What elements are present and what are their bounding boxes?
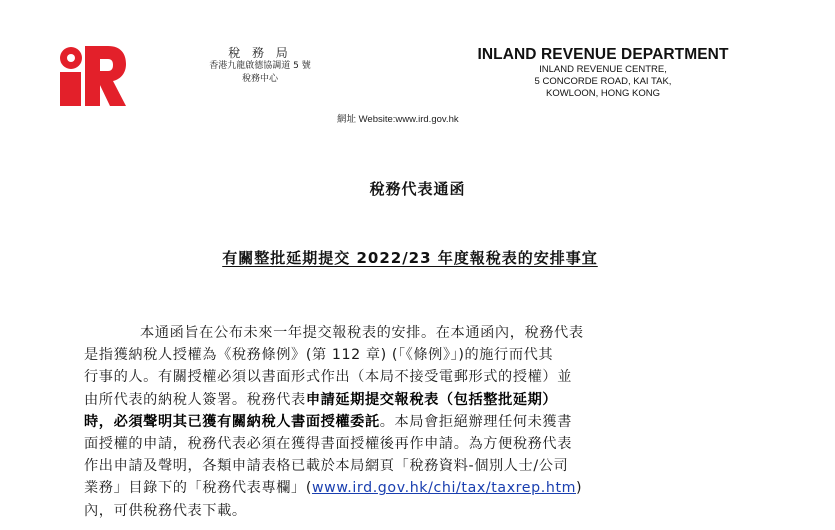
paragraph-line: 本通函旨在公布未來一年提交報稅表的安排。在本通函內，稅務代表 (140, 325, 584, 341)
paragraph-emphasis: 申請延期提交報稅表（包括整批延期） (305, 391, 558, 408)
paragraph-line: 面授權的申請，稅務代表必須在獲得書面授權後再作申請。為方便稅務代表 (84, 436, 572, 453)
address-english-line3: KOWLOON, HONG KONG (545, 88, 660, 99)
address-english-line2: 5 CONCORDE ROAD, KAI TAK, (534, 76, 672, 87)
document-title: 稅務代表通函 (369, 180, 466, 198)
department-name-chinese: 稅 務 局 (228, 46, 292, 60)
body-paragraph (84, 322, 734, 522)
paragraph-line (84, 389, 734, 411)
address-chinese-line2: 稅務中心 (241, 74, 278, 84)
paragraph-text: 由所代表的納稅人簽署。稅務代表 (84, 391, 306, 408)
paragraph-text: 業務」目錄下的「稅務代表專欄」( (84, 480, 312, 497)
department-header-chinese (200, 46, 320, 86)
paragraph-line: 行事的人。有關授權必須以書面形式作出（本局不接受電郵形式的授權）並 (84, 369, 572, 386)
paragraph-line (84, 411, 734, 433)
address-chinese-line1: 香港九龍啟德協調道 5 號 (209, 61, 311, 71)
taxrep-link[interactable]: www.ird.gov.hk/chi/tax/taxrep.htm (311, 480, 577, 497)
paragraph-line: 是指獲納稅人授權為《稅務條例》(第 112 章) (「《條例》」)的施行而代其 (84, 347, 554, 364)
paragraph-text: 。本局會拒絕辦理任何未獲書 (379, 413, 573, 430)
address-english-line1: INLAND REVENUE CENTRE, (539, 64, 667, 75)
paragraph-line (84, 477, 734, 499)
website-line: 網址 Website:www.ird.gov.hk (337, 114, 459, 125)
paragraph-line: 內，可供稅務代表下載。 (84, 502, 247, 519)
document-subject: 有關整批延期提交 2022/23 年度報稅表的安排事宜 (222, 249, 598, 267)
department-name-english: INLAND REVENUE DEPARTMENT (477, 46, 729, 63)
ird-logo-icon (58, 44, 128, 108)
paragraph-line: 作出申請及聲明，各類申請表格已載於本局網頁「稅務資料-個別人士/公司 (84, 458, 569, 475)
paragraph-emphasis: 時，必須聲明其已獲有關納稅人書面授權委託 (84, 413, 380, 430)
department-header-english (468, 46, 738, 100)
paragraph-text: ) (576, 480, 583, 497)
